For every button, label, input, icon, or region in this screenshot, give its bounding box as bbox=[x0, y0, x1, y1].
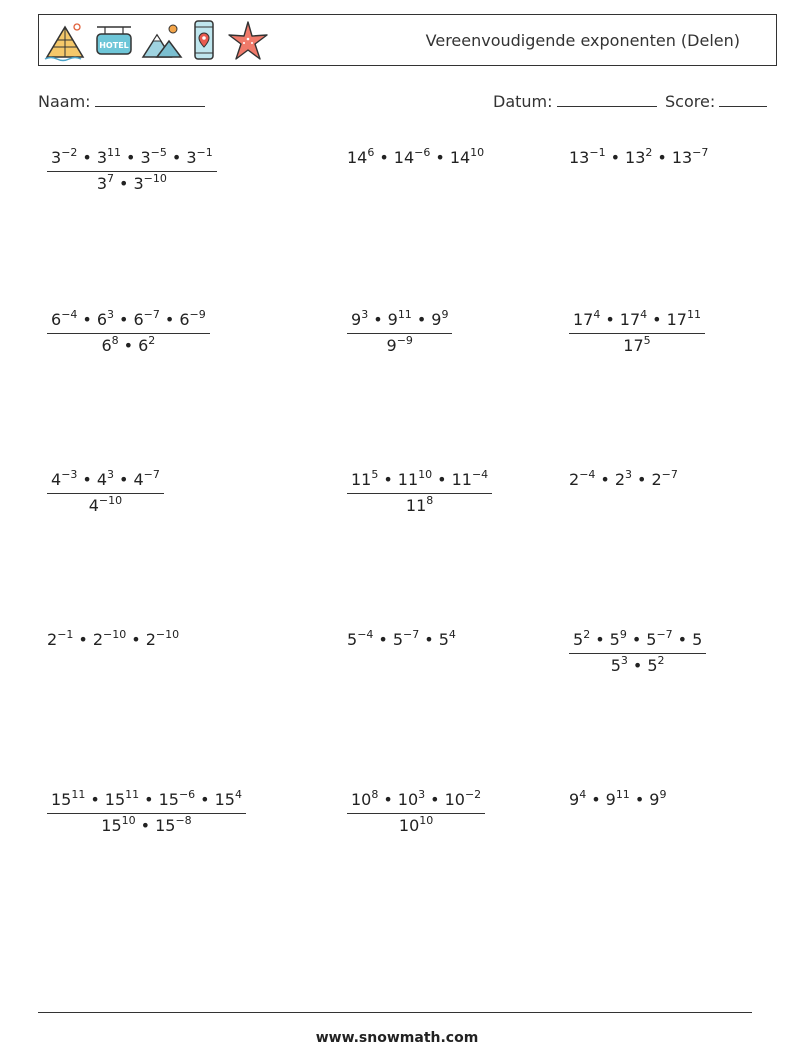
denominator bbox=[47, 494, 164, 515]
numerator bbox=[347, 790, 485, 814]
multiply-dot: • bbox=[383, 470, 393, 489]
base: 9 bbox=[387, 310, 398, 329]
exponent: −1 bbox=[57, 628, 74, 641]
denominator bbox=[347, 814, 485, 835]
multiply-dot: • bbox=[591, 790, 601, 809]
problem-9 bbox=[569, 470, 678, 489]
base: 11 bbox=[451, 470, 472, 489]
base: 5 bbox=[692, 630, 703, 649]
power-term bbox=[140, 148, 166, 167]
multiply-dot: • bbox=[378, 630, 388, 649]
power-term bbox=[155, 816, 192, 835]
power-term bbox=[431, 310, 448, 329]
base: 10 bbox=[444, 790, 465, 809]
exponent: 3 bbox=[418, 788, 426, 801]
power-term bbox=[51, 790, 85, 809]
power-term bbox=[606, 790, 630, 809]
exponent: 3 bbox=[625, 468, 633, 481]
exponent: −9 bbox=[189, 308, 206, 321]
header-icons bbox=[43, 19, 271, 63]
base: 2 bbox=[614, 470, 626, 489]
multiply-dot: • bbox=[90, 790, 100, 809]
base: 15 bbox=[51, 790, 72, 809]
power-term bbox=[393, 630, 419, 649]
power-term bbox=[101, 336, 118, 355]
multiply-dot: • bbox=[82, 310, 92, 329]
exponent: −4 bbox=[357, 628, 374, 641]
exponent: 3 bbox=[107, 308, 115, 321]
power-term bbox=[569, 470, 595, 489]
exponent: 3 bbox=[107, 468, 115, 481]
exponent: 11 bbox=[71, 788, 86, 801]
exponent: −4 bbox=[61, 308, 78, 321]
power-term bbox=[672, 148, 709, 167]
exponent: 11 bbox=[125, 788, 140, 801]
power-term bbox=[649, 790, 666, 809]
problem-4 bbox=[47, 310, 210, 355]
multiply-dot: • bbox=[632, 656, 643, 675]
header-box bbox=[38, 14, 777, 66]
exponent: −6 bbox=[414, 146, 431, 159]
power-term bbox=[159, 790, 196, 809]
power-term bbox=[615, 470, 632, 489]
problem-14 bbox=[347, 790, 485, 835]
base: 2 bbox=[47, 630, 58, 649]
base: 4 bbox=[133, 470, 144, 489]
power-term bbox=[388, 310, 412, 329]
base: 15 bbox=[214, 790, 235, 809]
power-term bbox=[445, 790, 482, 809]
exponent: 8 bbox=[371, 788, 379, 801]
exponent: 3 bbox=[620, 654, 628, 667]
problem-6 bbox=[569, 310, 705, 355]
exponent: −5 bbox=[150, 146, 167, 159]
base: 6 bbox=[101, 336, 112, 355]
power-term bbox=[133, 174, 166, 193]
base: 5 bbox=[438, 630, 449, 649]
base: 17 bbox=[619, 310, 641, 329]
footer-divider bbox=[38, 1012, 752, 1013]
power-term bbox=[133, 470, 159, 489]
hotel-sign-icon bbox=[93, 19, 135, 63]
denominator bbox=[47, 172, 217, 193]
multiply-dot: • bbox=[200, 790, 210, 809]
exponent: −7 bbox=[143, 468, 160, 481]
base: 10 bbox=[398, 816, 420, 835]
fraction bbox=[47, 310, 210, 355]
name-blank[interactable] bbox=[95, 92, 205, 107]
power-term bbox=[667, 310, 701, 329]
exponent: 2 bbox=[148, 334, 156, 347]
base: 4 bbox=[88, 496, 99, 515]
base: 10 bbox=[351, 790, 372, 809]
exponent: −1 bbox=[589, 146, 606, 159]
power-term bbox=[625, 148, 652, 167]
power-term bbox=[51, 310, 77, 329]
power-term bbox=[398, 790, 425, 809]
base: 6 bbox=[51, 310, 62, 329]
exponent: 8 bbox=[111, 334, 119, 347]
exponent: −7 bbox=[656, 628, 673, 641]
exponent: −10 bbox=[143, 172, 167, 185]
base: 6 bbox=[133, 310, 144, 329]
power-term bbox=[569, 790, 586, 809]
power-term bbox=[146, 630, 179, 649]
exponent: 4 bbox=[448, 628, 456, 641]
base: 6 bbox=[179, 310, 190, 329]
exponent: −2 bbox=[464, 788, 482, 801]
denominator bbox=[569, 334, 705, 355]
denominator bbox=[569, 654, 706, 675]
problem-1 bbox=[47, 148, 217, 193]
multiply-dot: • bbox=[140, 816, 151, 835]
multiply-dot: • bbox=[144, 790, 154, 809]
exponent: 4 bbox=[579, 788, 587, 801]
base: 3 bbox=[96, 148, 108, 167]
denominator bbox=[47, 334, 210, 355]
base: 17 bbox=[573, 310, 594, 329]
exponent: 9 bbox=[441, 308, 449, 321]
power-term bbox=[347, 630, 373, 649]
power-term bbox=[573, 630, 590, 649]
base: 4 bbox=[96, 470, 108, 489]
multiply-dot: • bbox=[123, 336, 134, 355]
multiply-dot: • bbox=[373, 310, 383, 329]
exponent: 11 bbox=[686, 308, 701, 321]
exponent: −3 bbox=[61, 468, 78, 481]
problem-7 bbox=[47, 470, 164, 515]
multiply-dot: • bbox=[600, 470, 610, 489]
power-term bbox=[101, 816, 135, 835]
base: 3 bbox=[140, 148, 151, 167]
denominator bbox=[347, 334, 452, 355]
multiply-dot: • bbox=[383, 790, 393, 809]
base: 9 bbox=[569, 790, 580, 809]
exponent: −8 bbox=[175, 814, 192, 827]
power-term bbox=[138, 336, 155, 355]
multiply-dot: • bbox=[605, 310, 615, 329]
power-term bbox=[439, 630, 456, 649]
base: 5 bbox=[610, 656, 621, 675]
power-term bbox=[387, 336, 413, 355]
base: 3 bbox=[96, 174, 108, 193]
power-term bbox=[620, 310, 647, 329]
multiply-dot: • bbox=[164, 310, 175, 329]
exponent: 5 bbox=[371, 468, 379, 481]
multiply-dot: • bbox=[634, 790, 645, 809]
expression bbox=[569, 790, 666, 809]
power-term bbox=[133, 310, 159, 329]
exponent: 6 bbox=[367, 146, 375, 159]
multiply-dot: • bbox=[435, 148, 445, 167]
base: 13 bbox=[569, 148, 590, 167]
base: 5 bbox=[573, 630, 584, 649]
exponent: −4 bbox=[471, 468, 489, 481]
exponent: −10 bbox=[103, 628, 127, 641]
base: 11 bbox=[397, 470, 419, 489]
numerator bbox=[347, 470, 492, 494]
problem-10 bbox=[47, 630, 179, 649]
problem-8 bbox=[347, 470, 492, 515]
base: 14 bbox=[449, 148, 471, 167]
expression bbox=[569, 470, 678, 489]
denominator bbox=[47, 814, 246, 835]
power-term bbox=[398, 470, 432, 489]
power-term bbox=[105, 790, 139, 809]
multiply-dot: • bbox=[131, 630, 141, 649]
mountains-icon bbox=[141, 19, 183, 63]
exponent: −7 bbox=[403, 628, 420, 641]
base: 2 bbox=[92, 630, 104, 649]
numerator bbox=[347, 310, 452, 334]
fraction bbox=[569, 630, 706, 675]
base: 11 bbox=[405, 496, 427, 515]
power-term bbox=[47, 630, 73, 649]
exponent: 11 bbox=[397, 308, 412, 321]
exponent: −1 bbox=[196, 146, 213, 159]
base: 14 bbox=[347, 148, 368, 167]
power-term bbox=[97, 470, 114, 489]
base: 13 bbox=[671, 148, 693, 167]
power-term bbox=[450, 148, 484, 167]
power-term bbox=[97, 148, 121, 167]
multiply-dot: • bbox=[595, 630, 605, 649]
exponent: 10 bbox=[419, 814, 434, 827]
power-term bbox=[51, 470, 77, 489]
base: 5 bbox=[347, 630, 358, 649]
base: 10 bbox=[397, 790, 419, 809]
expression bbox=[47, 630, 179, 649]
numerator bbox=[47, 790, 246, 814]
power-term bbox=[351, 310, 368, 329]
power-term bbox=[651, 470, 677, 489]
base: 2 bbox=[569, 470, 580, 489]
multiply-dot: • bbox=[657, 148, 667, 167]
numerator bbox=[569, 310, 705, 334]
fraction bbox=[347, 310, 452, 355]
exponent: −9 bbox=[396, 334, 413, 347]
power-term bbox=[623, 336, 650, 355]
base: 15 bbox=[158, 790, 179, 809]
problem-15 bbox=[569, 790, 666, 809]
multiply-dot: • bbox=[430, 790, 440, 809]
multiply-dot: • bbox=[437, 470, 447, 489]
fraction bbox=[347, 470, 492, 515]
problem-11 bbox=[347, 630, 456, 649]
base: 4 bbox=[51, 470, 62, 489]
base: 2 bbox=[651, 470, 662, 489]
multiply-dot: • bbox=[416, 310, 427, 329]
exponent: −10 bbox=[155, 628, 180, 641]
multiply-dot: • bbox=[119, 310, 129, 329]
fraction bbox=[569, 310, 705, 355]
power-term bbox=[347, 148, 374, 167]
power-term bbox=[647, 656, 664, 675]
exponent: 10 bbox=[470, 146, 485, 159]
base: 5 bbox=[647, 656, 658, 675]
power-term bbox=[692, 630, 702, 649]
base: 9 bbox=[386, 336, 397, 355]
base: 9 bbox=[351, 310, 362, 329]
problem-3 bbox=[569, 148, 708, 167]
problem-13 bbox=[47, 790, 246, 835]
power-term bbox=[399, 816, 433, 835]
power-term bbox=[215, 790, 242, 809]
starfish-icon bbox=[225, 19, 271, 63]
exponent: −7 bbox=[143, 308, 160, 321]
problem-5 bbox=[347, 310, 452, 355]
svg-text:HOTEL: HOTEL bbox=[99, 41, 129, 50]
multiply-dot: • bbox=[78, 630, 88, 649]
fraction bbox=[47, 470, 164, 515]
name-field bbox=[38, 92, 205, 111]
date-label: Datum: bbox=[493, 92, 553, 111]
base: 9 bbox=[605, 790, 616, 809]
exponent: 7 bbox=[107, 172, 115, 185]
power-term bbox=[646, 630, 672, 649]
base: 5 bbox=[646, 630, 657, 649]
exponent: 11 bbox=[107, 146, 122, 159]
exponent: −6 bbox=[178, 788, 196, 801]
exponent: 3 bbox=[361, 308, 369, 321]
expression bbox=[569, 148, 708, 167]
exponent: 9 bbox=[659, 788, 667, 801]
multiply-dot: • bbox=[119, 174, 129, 193]
multiply-dot: • bbox=[82, 148, 92, 167]
base: 5 bbox=[392, 630, 404, 649]
exponent: 4 bbox=[593, 308, 601, 321]
numerator bbox=[47, 310, 210, 334]
base: 13 bbox=[625, 148, 646, 167]
power-term bbox=[93, 630, 126, 649]
power-term bbox=[51, 148, 77, 167]
expression bbox=[347, 148, 484, 167]
multiply-dot: • bbox=[652, 310, 662, 329]
numerator bbox=[47, 148, 217, 172]
exponent: 11 bbox=[615, 788, 630, 801]
base: 2 bbox=[145, 630, 156, 649]
multiply-dot: • bbox=[677, 630, 688, 649]
power-term bbox=[406, 496, 433, 515]
power-term bbox=[569, 148, 606, 167]
power-term bbox=[351, 790, 378, 809]
exponent: 2 bbox=[583, 628, 591, 641]
exponent: 9 bbox=[619, 628, 627, 641]
exponent: 5 bbox=[643, 334, 651, 347]
multiply-dot: • bbox=[119, 470, 129, 489]
numerator bbox=[569, 630, 706, 654]
exponent: 2 bbox=[645, 146, 653, 159]
multiply-dot: • bbox=[126, 148, 136, 167]
expression bbox=[347, 630, 456, 649]
base: 15 bbox=[101, 816, 122, 835]
fraction bbox=[47, 148, 217, 193]
power-term bbox=[186, 148, 212, 167]
power-term bbox=[89, 496, 122, 515]
denominator bbox=[347, 494, 492, 515]
numerator bbox=[47, 470, 164, 494]
score-blank[interactable] bbox=[719, 92, 767, 107]
exponent: 10 bbox=[418, 468, 433, 481]
multiply-dot: • bbox=[610, 148, 621, 167]
exponent: 4 bbox=[234, 788, 242, 801]
base: 3 bbox=[186, 148, 197, 167]
exponent: −10 bbox=[98, 494, 123, 507]
power-term bbox=[610, 630, 627, 649]
phone-location-icon bbox=[189, 19, 219, 63]
score-field bbox=[665, 92, 767, 111]
power-term bbox=[97, 310, 114, 329]
base: 9 bbox=[649, 790, 660, 809]
pyramid-icon bbox=[43, 19, 87, 63]
base: 6 bbox=[96, 310, 108, 329]
exponent: 10 bbox=[121, 814, 136, 827]
multiply-dot: • bbox=[424, 630, 434, 649]
date-field bbox=[493, 92, 657, 111]
multiply-dot: • bbox=[637, 470, 647, 489]
power-term bbox=[394, 148, 431, 167]
base: 15 bbox=[155, 816, 176, 835]
worksheet-title: Vereenvoudigende exponenten (Delen) bbox=[425, 31, 740, 50]
fraction bbox=[47, 790, 246, 835]
fraction bbox=[347, 790, 485, 835]
problem-12 bbox=[569, 630, 706, 675]
base: 5 bbox=[609, 630, 620, 649]
multiply-dot: • bbox=[82, 470, 92, 489]
power-term bbox=[179, 310, 205, 329]
base: 3 bbox=[51, 148, 62, 167]
multiply-dot: • bbox=[171, 148, 182, 167]
power-term bbox=[611, 656, 628, 675]
base: 3 bbox=[133, 174, 144, 193]
power-term bbox=[452, 470, 489, 489]
exponent: 4 bbox=[640, 308, 648, 321]
exponent: −7 bbox=[692, 146, 709, 159]
exponent: −4 bbox=[579, 468, 596, 481]
base: 14 bbox=[393, 148, 415, 167]
exponent: 2 bbox=[657, 654, 665, 667]
base: 17 bbox=[666, 310, 687, 329]
base: 6 bbox=[138, 336, 149, 355]
exponent: −2 bbox=[61, 146, 78, 159]
power-term bbox=[97, 174, 114, 193]
multiply-dot: • bbox=[631, 630, 642, 649]
name-label: Naam: bbox=[38, 92, 91, 111]
power-term bbox=[573, 310, 600, 329]
multiply-dot: • bbox=[379, 148, 389, 167]
date-blank[interactable] bbox=[557, 92, 657, 107]
base: 15 bbox=[104, 790, 126, 809]
score-label: Score: bbox=[665, 92, 716, 111]
base: 17 bbox=[623, 336, 644, 355]
base: 9 bbox=[431, 310, 442, 329]
problem-2 bbox=[347, 148, 484, 167]
exponent: 8 bbox=[426, 494, 434, 507]
base: 11 bbox=[351, 470, 372, 489]
footer-url: www.snowmath.com bbox=[315, 1030, 479, 1046]
power-term bbox=[351, 470, 378, 489]
exponent: −7 bbox=[661, 468, 678, 481]
